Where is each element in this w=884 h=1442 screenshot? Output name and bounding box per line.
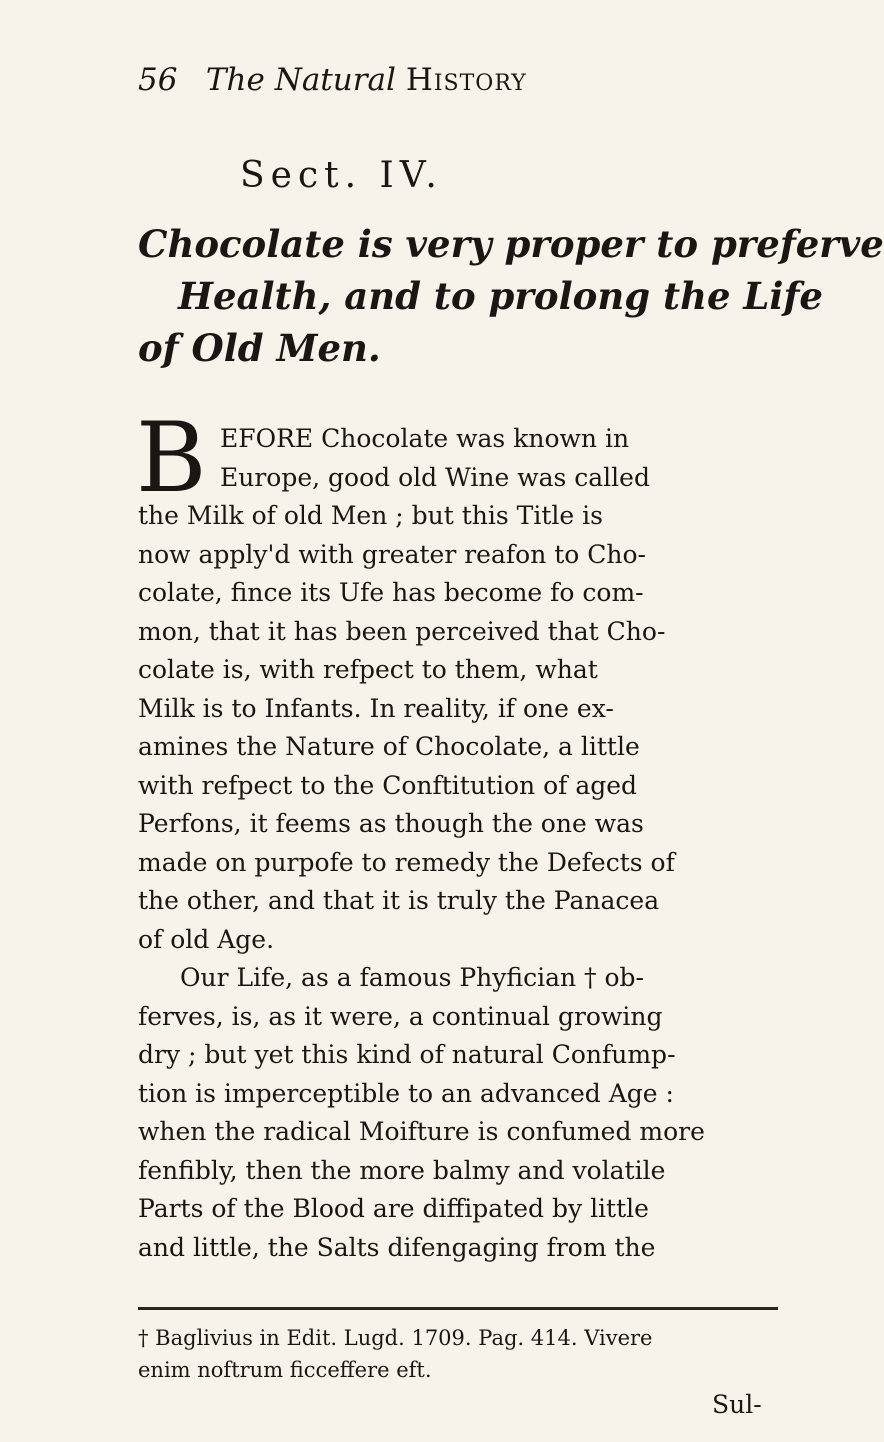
- footnote-line: enim noftrum ficceffere eft.: [138, 1358, 432, 1382]
- subtitle-line: Health, and to prolong the Life: [178, 274, 823, 318]
- footnote-rule: [138, 1307, 778, 1310]
- text-line: colate, fince its Ufe has become fo com-: [138, 578, 644, 607]
- running-title-italic: The Natural: [205, 62, 396, 98]
- text-line: Milk is to Infants. In reality, if one ex-: [138, 693, 614, 723]
- text-line: fenfibly, then the more balmy and volatile: [138, 1155, 666, 1185]
- text-line: ferves, is, as it were, a continual growing: [138, 1001, 663, 1031]
- text-line: the Milk of old Men ; but this Title is: [138, 501, 603, 530]
- running-title-caps: History: [405, 62, 527, 98]
- text-line: Parts of the Blood are diffipated by little: [138, 1194, 649, 1223]
- drop-cap: B: [136, 402, 207, 514]
- text-line: EFORE Chocolate was known in: [220, 424, 630, 453]
- text-line: amines the Nature of Chocolate, a little: [138, 732, 640, 761]
- section-heading: Sect. IV.: [240, 155, 443, 196]
- text-line: when the radical Moifture is confumed more: [138, 1117, 705, 1146]
- subtitle-line: of Old Men.: [138, 326, 381, 370]
- running-head: [138, 62, 738, 106]
- text-line: Our Life, as a famous Phyfician † ob-: [180, 963, 644, 992]
- text-line: colate is, with refpect to them, what: [138, 655, 598, 684]
- text-line: and little, the Salts difengaging from the: [138, 1232, 656, 1262]
- body-text: [138, 420, 778, 1267]
- text-line: now apply'd with greater reafon to Cho-: [138, 539, 647, 569]
- text-line: Europe, good old Wine was called: [220, 462, 650, 492]
- text-line: dry ; but yet this kind of natural Confump-: [138, 1040, 676, 1069]
- page-number: 56: [138, 62, 178, 98]
- footnote-line: † Baglivius in Edit. Lugd. 1709. Pag. 414. Vivere: [138, 1326, 653, 1350]
- catchword: Sul-: [712, 1390, 762, 1419]
- subtitle-line: Chocolate is very proper to preferve: [138, 222, 884, 266]
- text-line: the other, and that it is truly the Panacea: [138, 886, 660, 915]
- text-line: made on purpofe to remedy the Defects of: [138, 847, 675, 877]
- text-line: with refpect to the Conftitution of aged: [138, 770, 638, 800]
- text-line: of old Age.: [138, 924, 275, 954]
- text-line: tion is imperceptible to an advanced Age :: [138, 1078, 674, 1108]
- text-line: mon, that it has been perceived that Cho-: [138, 616, 666, 646]
- text-line: Perfons, it feems as though the one was: [138, 809, 644, 838]
- footnote: [138, 1322, 778, 1386]
- section-subtitle: [138, 218, 884, 374]
